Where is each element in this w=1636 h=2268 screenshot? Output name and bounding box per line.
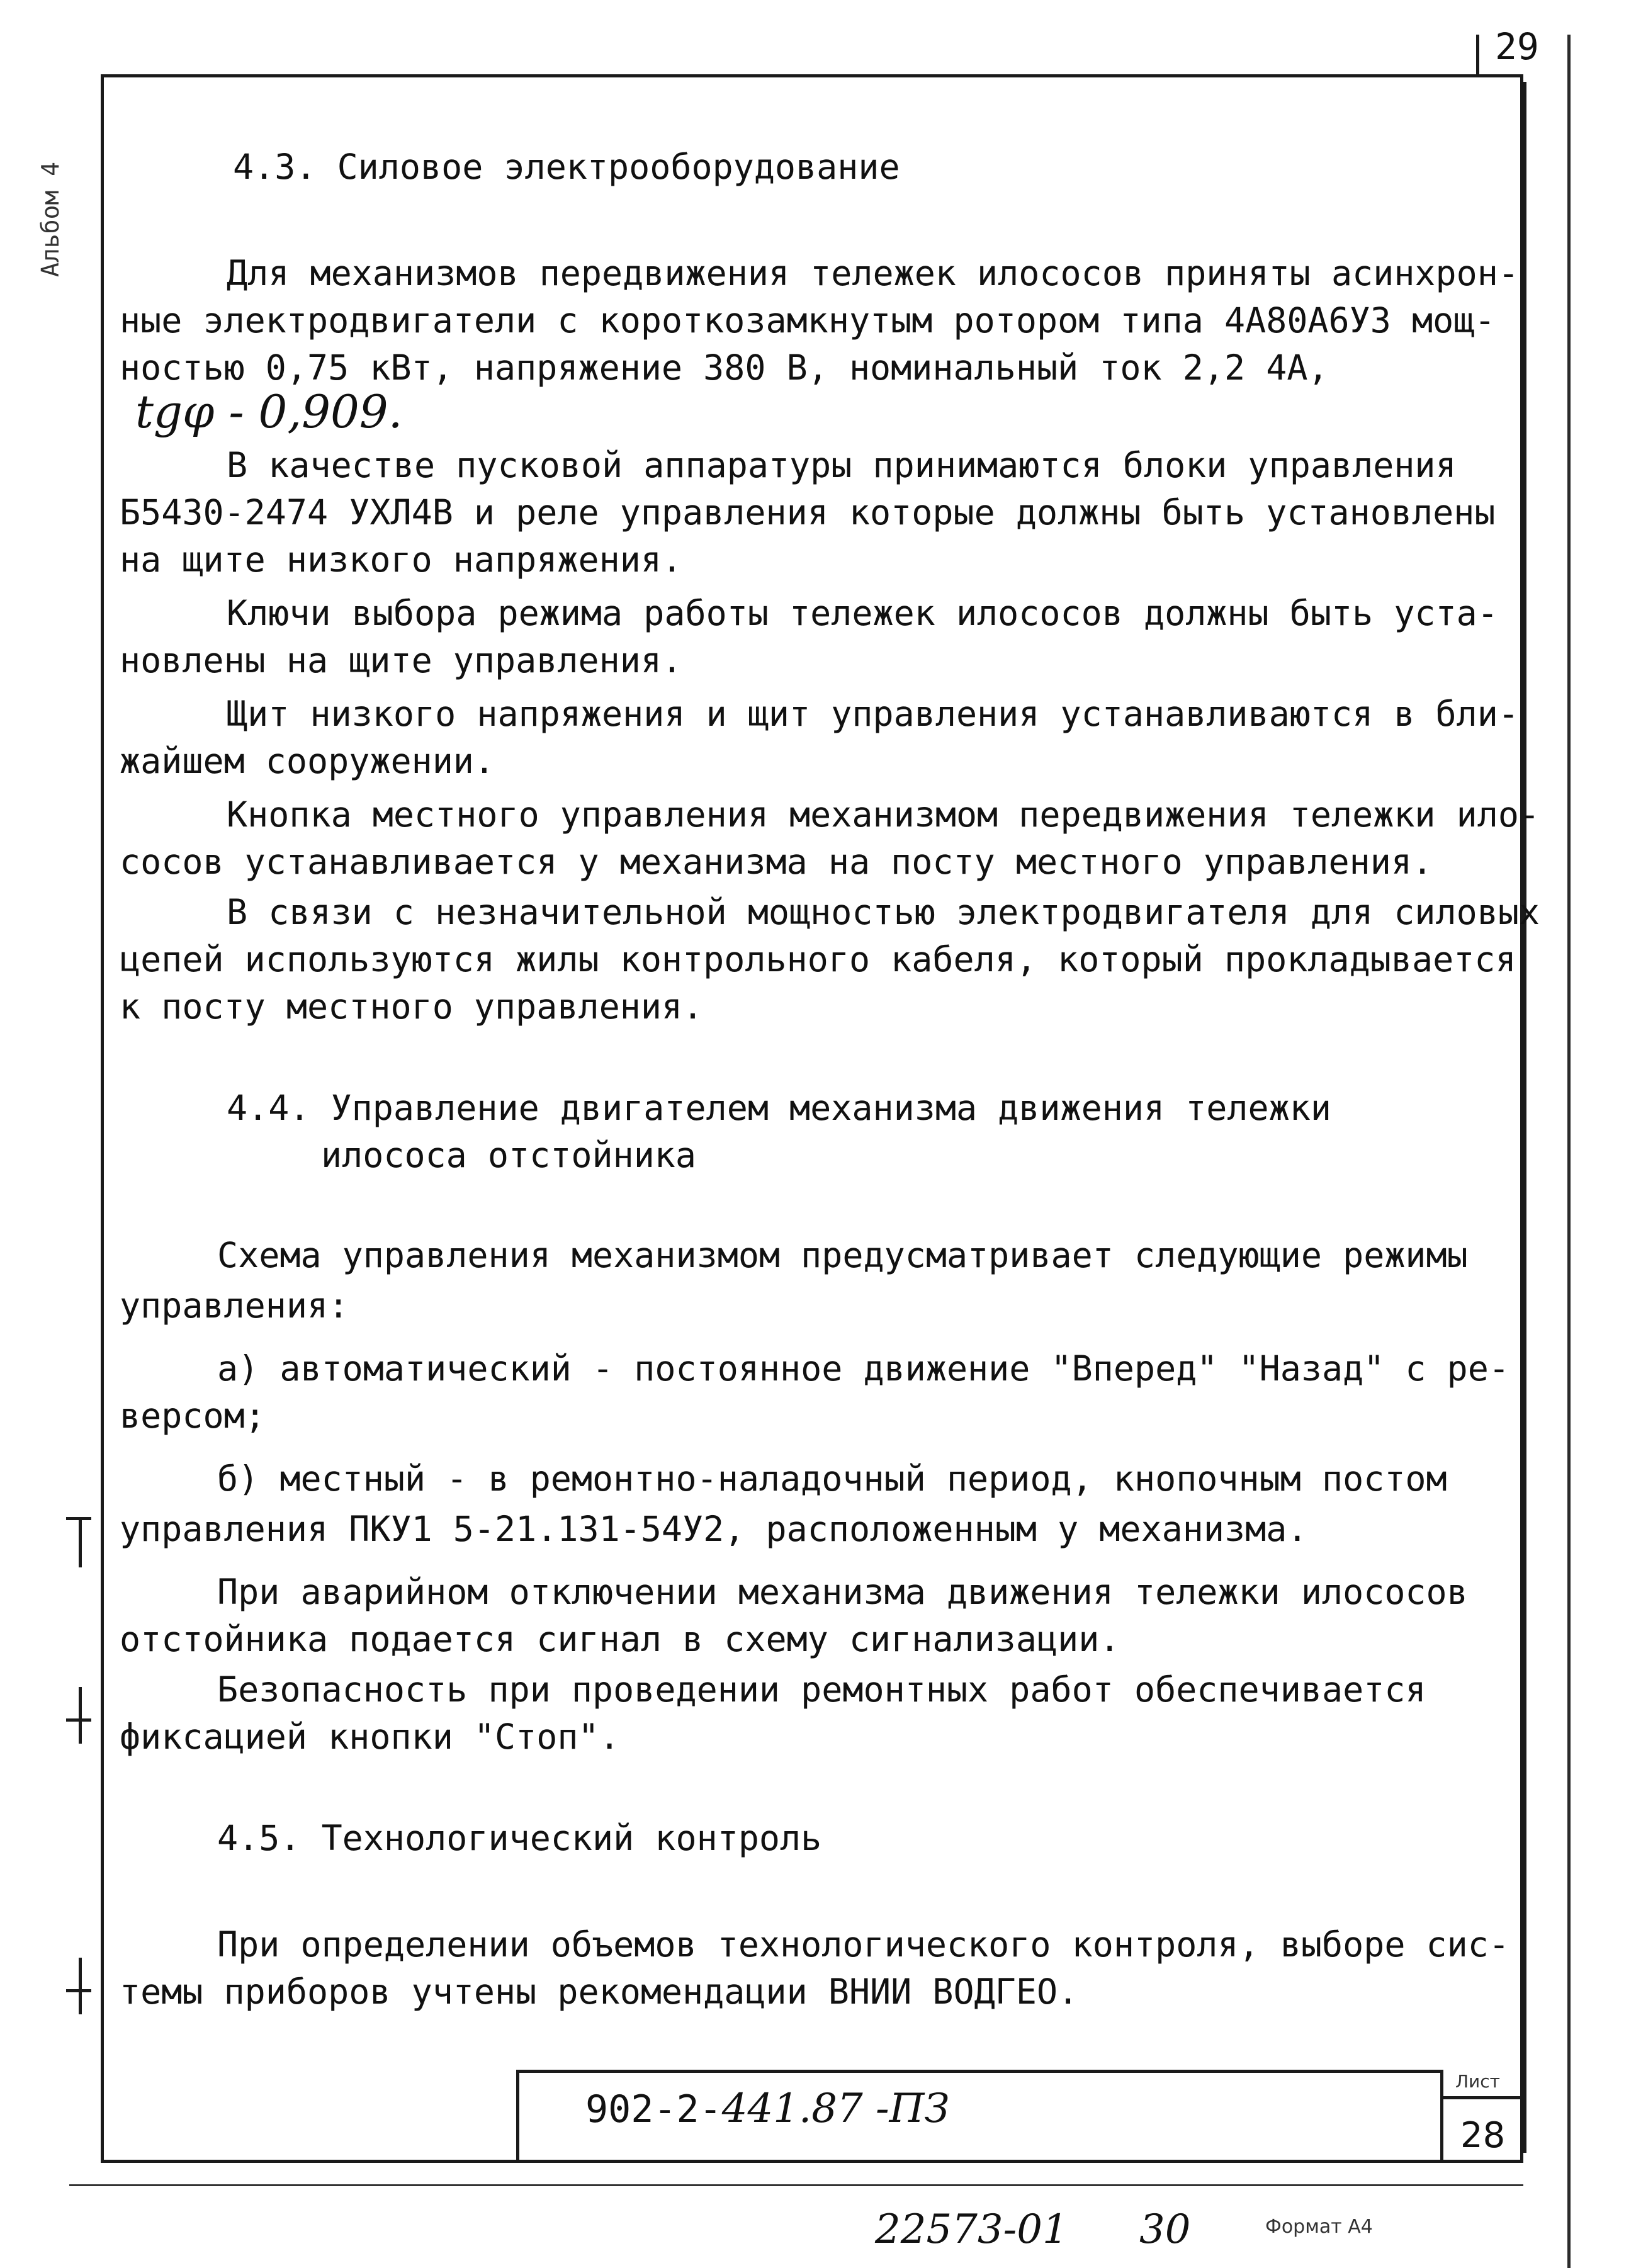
text-line: а) автоматический - постоянное движение "Вперед" "Назад" с ре-: [217, 1348, 1509, 1389]
sheet-number: 28: [1460, 2115, 1506, 2156]
margin-tick: [79, 1517, 82, 1567]
sheet-box-divider: [1440, 2096, 1523, 2099]
text-line: цепей используются жилы контрольного кабеля, который прокладывается: [120, 939, 1516, 979]
section-heading-4-4: 4.4. Управление двигателем механизма движения тележки: [227, 1088, 1331, 1128]
inventory-number: 22573-01: [875, 2206, 1068, 2253]
text-line: сосов устанавливается у механизма на посту местного управления.: [120, 842, 1433, 882]
text-line: версом;: [120, 1396, 266, 1436]
text-line: на щите низкого напряжения.: [120, 539, 683, 580]
document-code-prefix: 902-2-: [585, 2087, 722, 2131]
text-line: При определении объемов технологического контроля, выборе сис-: [217, 1924, 1509, 1965]
text-line: Кнопка местного управления механизмом передвижения тележки ило-: [227, 794, 1540, 835]
margin-tick: [79, 1687, 82, 1744]
text-line: б) местный - в ремонтно-наладочный период, кнопочным постом: [217, 1458, 1447, 1499]
text-line: Схема управления механизмом предусматривает следующие режимы: [217, 1235, 1468, 1275]
margin-tick: [66, 1989, 91, 1992]
section-heading-4-4-cont: илососа отстойника: [321, 1135, 697, 1175]
page-number-divider: [1476, 35, 1479, 76]
text-line: управления:: [120, 1285, 349, 1326]
sheet-label: Лист: [1455, 2071, 1500, 2092]
text-line: В связи с незначительной мощностью электродвигателя для силовых: [227, 892, 1540, 932]
frame-inner-right-line: [1523, 82, 1526, 2153]
page-number: 29: [1495, 25, 1539, 68]
text-line: Безопасность при проведении ремонтных работ обеспечивается: [217, 1669, 1426, 1710]
document-code: [585, 2084, 949, 2135]
footer-rule: [69, 2184, 1523, 2186]
margin-tick: [79, 1958, 82, 2014]
section-heading-4-3: 4.3. Силовое электрооборудование: [233, 147, 900, 187]
text-line: В качестве пусковой аппаратуры принимаются блоки управления: [227, 445, 1457, 485]
text-line: новлены на щите управления.: [120, 640, 683, 680]
margin-tick: [66, 1517, 91, 1520]
album-margin-label: Альбом 4: [37, 161, 64, 277]
frame-outer-right-line: [1567, 35, 1571, 2268]
text-line: При аварийном отключении механизма движения тележки илососов: [217, 1572, 1468, 1612]
text-line: жайшем сооружении.: [120, 741, 495, 781]
text-line: фиксацией кнопки "Стоп".: [120, 1717, 620, 1757]
text-line: Для механизмов передвижения тележек илососов приняты асинхрон-: [227, 253, 1519, 293]
text-line: Ключи выбора режима работы тележек илососов должны быть уста-: [227, 593, 1498, 633]
text-line: ностью 0,75 кВт, напряжение 380 В, номинальный ток 2,2 4А,: [120, 347, 1329, 388]
text-line: Щит низкого напряжения и щит управления устанавливаются в бли-: [227, 694, 1519, 734]
text-line: темы приборов учтены рекомендации ВНИИ ВОДГЕО.: [120, 1972, 1079, 2012]
document-code-handwritten: 441.87 -ПЗ: [721, 2085, 950, 2132]
text-line: управления ПКУ1 5-21.131-54У2, расположенным у механизма.: [120, 1509, 1308, 1549]
text-line: ные электродвигатели с короткозамкнутым ротором типа 4А80А6УЗ мощ-: [120, 300, 1496, 341]
section-heading-4-5: 4.5. Технологический контроль: [217, 1818, 822, 1858]
format-label: Формат А4: [1265, 2216, 1373, 2238]
text-line: Б5430-2474 УХЛ4В и реле управления которые должны быть установлены: [120, 492, 1496, 533]
text-line-tg: tgφ - 0,909.: [135, 385, 403, 438]
margin-tick: [66, 1718, 91, 1722]
copy-number: 30: [1139, 2206, 1191, 2253]
text-line: к посту местного управления.: [120, 986, 704, 1027]
text-line: отстойника подается сигнал в схему сигнализации.: [120, 1619, 1120, 1659]
